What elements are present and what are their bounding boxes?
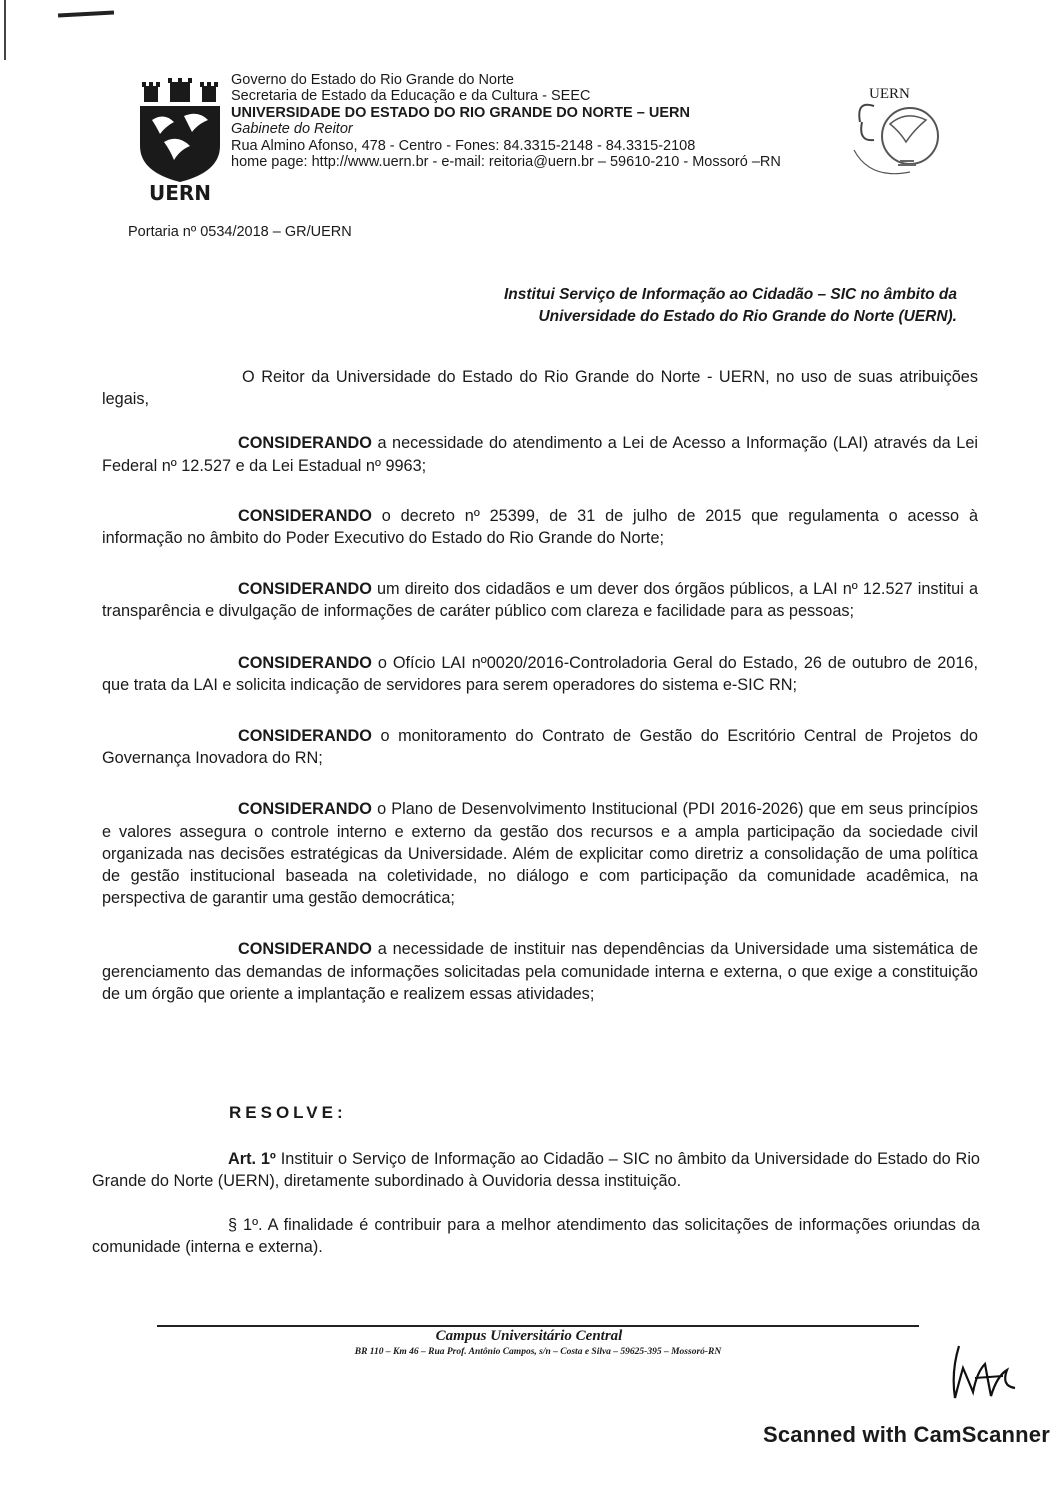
institution-header — [231, 72, 841, 170]
header-line-office: Gabinete do Reitor — [231, 121, 353, 138]
considerando-label: CONSIDERANDO — [238, 580, 372, 599]
scanner-watermark: Scanned with CamScanner — [762, 1422, 1050, 1447]
considerando-text: o Plano de Desenvolvimento Institucional (PDI 2016-2026) que em seus princípios e valores assegura o controle interno e externo da gestão dos recursos e a ampla participação da sociedade civil organizada nas decisões estratégicas da Universidade. Além de explicitar como diretriz a consolidação de uma política de gestão institucional baseada na coletividade, no diálogo e com participação da comunidade acadêmica, na perspectiva de garantir uma gestão democrática; — [102, 800, 978, 908]
considerando-text: a necessidade do atendimento a Lei de Acesso a Informação (LAI) através da Lei Federal nº 12.527 e da Lei Estadual nº 9963; — [102, 434, 978, 475]
document-body — [102, 366, 978, 1005]
considerando-text: um direito dos cidadãos e um dever dos órgãos públicos, a LAI nº 12.527 institui a transparência e divulgação de informações de caráter público com clareza e facilidade para as pessoas; — [102, 580, 979, 621]
scan-edge-line — [4, 0, 6, 60]
considerando-paragraph — [102, 798, 978, 909]
footer-divider — [157, 1325, 919, 1327]
uern-50-years-logo — [850, 84, 946, 180]
ementa-line-1: Institui Serviço de Informação ao Cidadão – SIC no âmbito da — [503, 286, 957, 303]
article-1-text: Instituir o Serviço de Informação ao Cidadão – SIC no âmbito da Universidade do Estado do Rio Grande do Norte (UERN), diretamente subordinado à Ouvidoria dessa instituição. — [92, 1150, 980, 1191]
paragraph-1: § 1º. A finalidade é contribuir para a melhor atendimento das solicitações de informações oriundas da comunidade (interna e externa). — [92, 1216, 980, 1257]
considerando-text: a necessidade de instituir nas dependências da Universidade uma sistemática de gerenciamento das demandas de informações solicitadas pela comunidade interna e externa, o que exige a constituição de um órgão que oriente a implantação e realizem essas atividades; — [102, 940, 978, 1003]
resolve-heading: RESOLVE: — [229, 1103, 347, 1122]
considerando-label: CONSIDERANDO — [238, 727, 372, 746]
preamble: O Reitor da Universidade do Estado do Rio Grande do Norte - UERN, no uso de suas atribuições legais, — [102, 368, 978, 409]
considerando-text: o Ofício LAI nº0020/2016-Controladoria Geral do Estado, 26 de outubro de 2016, que trata da LAI e solicita indicação de servidores para serem operadores do sistema e-SIC RN; — [102, 653, 978, 694]
uern-coat-of-arms-logo — [134, 76, 226, 202]
considerando-paragraph — [102, 725, 978, 769]
uern-logo-text: UERN — [148, 181, 212, 202]
considerando-paragraph — [102, 938, 978, 1005]
header-line-secretariat: Secretaria de Estado da Educação e da Cultura - SEEC — [231, 88, 591, 105]
footer-address: BR 110 – Km 46 – Rua Prof. Antônio Campos, s/n – Costa e Silva – 59625-395 – Mossoró-RN — [354, 1347, 722, 1357]
ementa — [380, 284, 957, 328]
considerando-paragraph — [102, 432, 978, 476]
considerando-paragraph — [102, 652, 978, 696]
header-line-address: Rua Almino Afonso, 478 - Centro - Fones: 84.3315-2148 - 84.3315-2108 — [231, 137, 696, 154]
header-line-university: UNIVERSIDADE DO ESTADO DO RIO GRANDE DO NORTE – UERN — [231, 104, 690, 121]
considerando-paragraph — [102, 578, 978, 622]
handwritten-signature — [945, 1342, 1025, 1402]
article-1-label: Art. 1º — [228, 1150, 276, 1168]
uern-50-years-logo-label: UERN — [869, 86, 910, 102]
considerando-label: CONSIDERANDO — [238, 653, 372, 672]
header-line-government: Governo do Estado do Rio Grande do Norte — [231, 72, 514, 88]
portaria-number: Portaria nº 0534/2018 – GR/UERN — [128, 224, 352, 240]
considerando-label: CONSIDERANDO — [238, 434, 372, 453]
considerando-text: o decreto nº 25399, de 31 de julho de 2015 que regulamenta o acesso à informação no âmbito do Poder Executivo do Estado do Rio Grande do Norte; — [102, 506, 978, 548]
header-line-contact: home page: http://www.uern.br - e-mail: reitoria@uern.br – 59610-210 - Mossoró –RN — [231, 154, 781, 171]
considerando-text: o monitoramento do Contrato de Gestão do Escritório Central de Projetos do Governança Inovadora do RN; — [102, 727, 978, 768]
considerando-paragraph — [102, 505, 978, 549]
considerando-label: CONSIDERANDO — [238, 940, 372, 959]
considerando-label: CONSIDERANDO — [238, 506, 372, 525]
footer-campus-title: Campus Universitário Central — [435, 1328, 623, 1344]
article-1 — [92, 1148, 980, 1193]
scan-corner-mark — [58, 11, 114, 18]
ementa-line-2: Universidade do Estado do Rio Grande do Norte (UERN). — [538, 308, 957, 325]
considerando-label: CONSIDERANDO — [238, 800, 372, 819]
